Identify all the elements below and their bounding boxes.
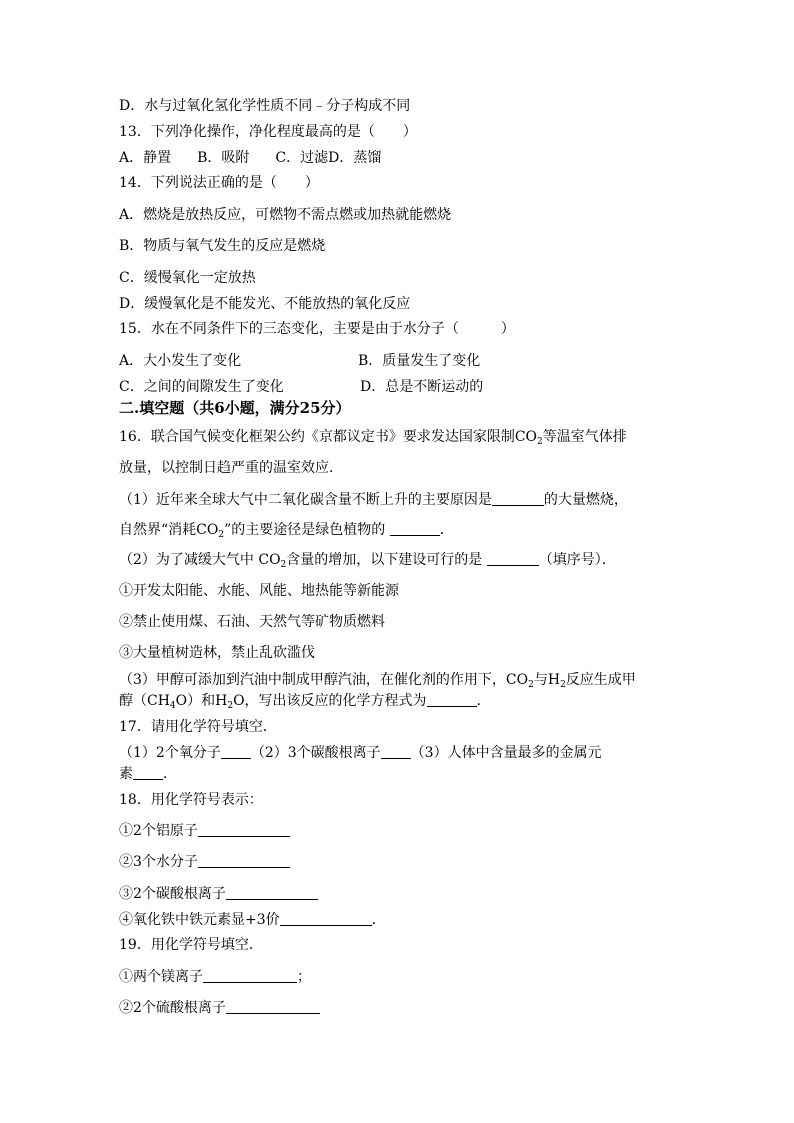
q14-option-a: A．燃烧是放热反应，可燃物不需点燃或加热就能燃烧 [119,207,452,223]
q14-stem: 14．下列说法正确的是（ ） [119,175,319,191]
q19-stem: 19．用化学符号填空． [119,937,263,953]
q15-option-c: C．之间的间隙发生了变化 [119,379,284,395]
q18-item-3: ③2个碳酸根离子 [119,885,318,903]
q15-option-d: D．总是不断运动的 [360,379,484,395]
q16-choice-1: ①开发太阳能、水能、风能、地热能等新能源 [119,583,399,599]
answer-blank[interactable] [487,551,539,566]
q17-line1: （1）2个氧分子 （2）3个碳酸根离子 （3）人体中含量最多的金属元 [119,745,602,761]
q17-line2: 素 ． [119,766,177,782]
q18-stem: 18．用化学符号表示： [119,792,263,808]
q16-choice-2: ②禁止使用煤、石油、天然气等矿物质燃料 [119,614,385,630]
q16-choice-3: ③大量植树造林，禁止乱砍滥伐 [119,645,315,661]
q14-option-b: B．物质与氧气发生的反应是燃烧 [119,238,326,254]
q15-stem: 15．水在不同条件下的三态变化，主要是由于水分子（ ） [119,321,515,337]
q18-item-2: ②3个水分子 [119,853,290,871]
answer-blank[interactable] [226,885,318,900]
q16-stem-line2: 放量，以控制日趋严重的温室效应． [119,460,343,476]
q19-item-2: ②2个硫酸根离子 [119,999,320,1017]
q15-options-ab [119,352,480,370]
q16-part1-line2: 自然界“消耗$CO_2$”的主要途径是绿色植物的 ． [119,522,454,540]
q17-stem: 17．请用化学符号填空． [119,719,277,735]
q13-options [119,149,381,167]
answer-blank[interactable] [280,911,372,926]
answer-blank[interactable] [198,853,290,868]
answer-blank[interactable] [221,744,251,759]
q19-item-1: ①两个镁离子 ； [119,969,311,985]
q12-option-d: D．水与过氧化氢化学性质不同﹣分子构成不同 [119,98,411,114]
q18-item-4: ④氧化铁中铁元素显+3价 ． [119,912,386,928]
q13-option-cd: C．过滤D．蒸馏 [275,150,382,166]
q16-part1-line1: （1）近年来全球大气中二氧化碳含量不断上升的主要原因是 的大量燃烧， [119,492,628,508]
q15-option-a: A．大小发生了变化 [119,353,242,369]
q14-option-d: D．缓慢氧化是不能发光、不能放热的氧化反应 [119,296,411,312]
answer-blank[interactable] [203,968,297,983]
answer-blank[interactable] [427,692,477,707]
q14-option-c: C．缓慢氧化一定放热 [119,270,256,286]
q15-option-b: B．质量发生了变化 [358,353,481,369]
q15-options-cd [119,378,483,396]
q13-option-a: A．静置 [119,150,172,166]
answer-blank[interactable] [226,999,320,1014]
answer-blank[interactable] [390,521,440,536]
q16-part2: （2）为了减缓大气中 $CO_2$含量的增加，以下建设可行的是 （填序号）． [119,552,616,570]
section-heading: 二.填空题（共6小题，满分25分） [119,399,351,417]
q16-part3-line2: 醇$(CH_4O)$和$H_2O$，写出该反应的化学方程式为 ． [119,693,491,711]
q18-item-1: ①2个铝原子 [119,822,290,840]
q13-option-b: B．吸附 [197,150,250,166]
q13-stem: 13．下列净化操作，净化程度最高的是（ ） [119,124,417,140]
answer-blank[interactable] [198,822,290,837]
answer-blank[interactable] [381,744,411,759]
q16-part3-line1: （3）甲醇可添加到汽油中制成甲醇汽油，在催化剂的作用下，$CO_2$与$H_2$反应生成甲 [119,672,636,690]
q16-stem-line1: 16．联合国气候变化框架公约《京都议定书》要求发达国家限制$CO_2$等温室气体排 [119,429,627,447]
answer-blank[interactable] [492,491,544,506]
answer-blank[interactable] [133,765,163,780]
